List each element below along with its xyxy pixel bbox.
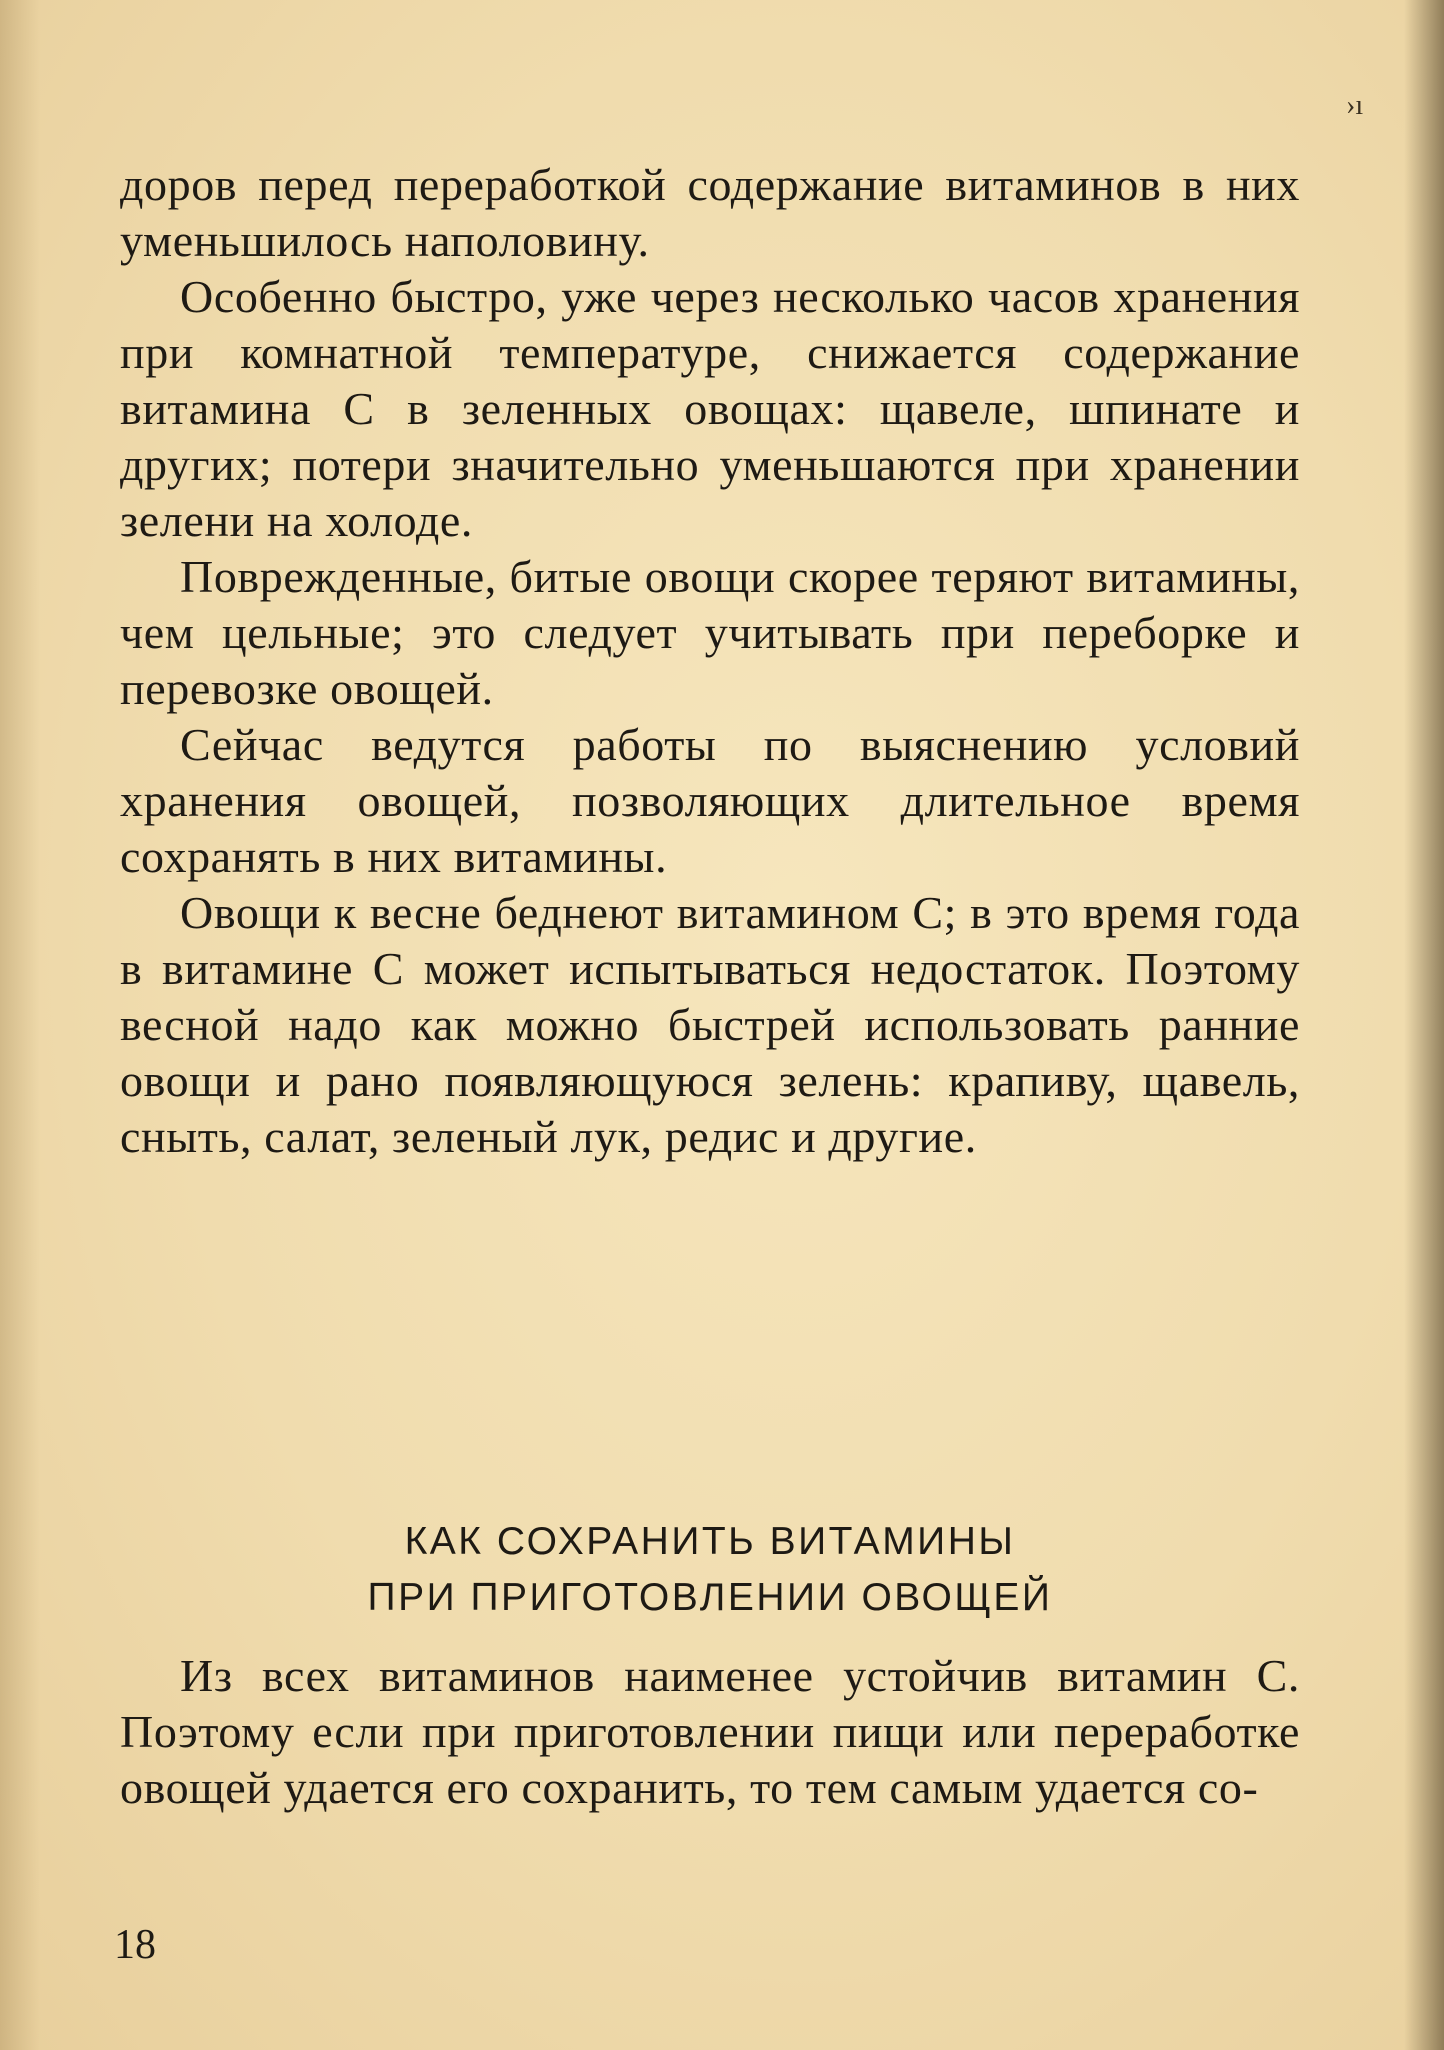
page-right-edge-shadow <box>1404 0 1444 2050</box>
paragraph: Сейчас ведутся работы по выяснению условий хранения овощей, позволяющих длительное время сохранять в них витамины. <box>120 719 1300 882</box>
paragraph-continued: доров перед переработкой содержание витаминов в них уменьшилось наполовину. <box>120 159 1300 266</box>
section-heading-line-1: КАК СОХРАНИТЬ ВИТАМИНЫ <box>404 1520 1016 1563</box>
body-text-bottom <box>120 1648 1300 1816</box>
paragraph: Поврежденные, битые овощи скорее теряют витамины, чем цельные; это следует учитывать при переборке и перевозке овощей. <box>120 551 1300 714</box>
page-number: 18 <box>114 1922 156 1968</box>
paragraph: Особенно быстро, уже через несколько часов хранения при комнатной температуре, снижается содержание витамина С в зеленных овощах: щавеле, шпинате и других; потери значительно уменьшаются при хранении зелени на холоде. <box>120 271 1300 546</box>
paragraph: Из всех витаминов наименее устойчив витамин С. Поэтому если при приготовлении пищи или переработке овощей удается его сохранить, то тем самым удается со- <box>120 1650 1300 1813</box>
corner-mark: ›ı <box>1346 90 1364 121</box>
body-text-top <box>120 157 1300 1165</box>
page-left-edge-shadow <box>0 0 40 2050</box>
paragraph: Овощи к весне беднеют витамином С; в это время года в витамине С может испытываться недостаток. Поэтому весной надо как можно быстрей использовать ранние овощи и рано появляющуюся зелень: крапиву, щавель, сныть, салат, зеленый лук, редис и другие. <box>120 887 1300 1162</box>
section-heading-line-2: ПРИ ПРИГОТОВЛЕНИИ ОВОЩЕЙ <box>367 1576 1053 1619</box>
section-heading <box>120 1514 1300 1626</box>
